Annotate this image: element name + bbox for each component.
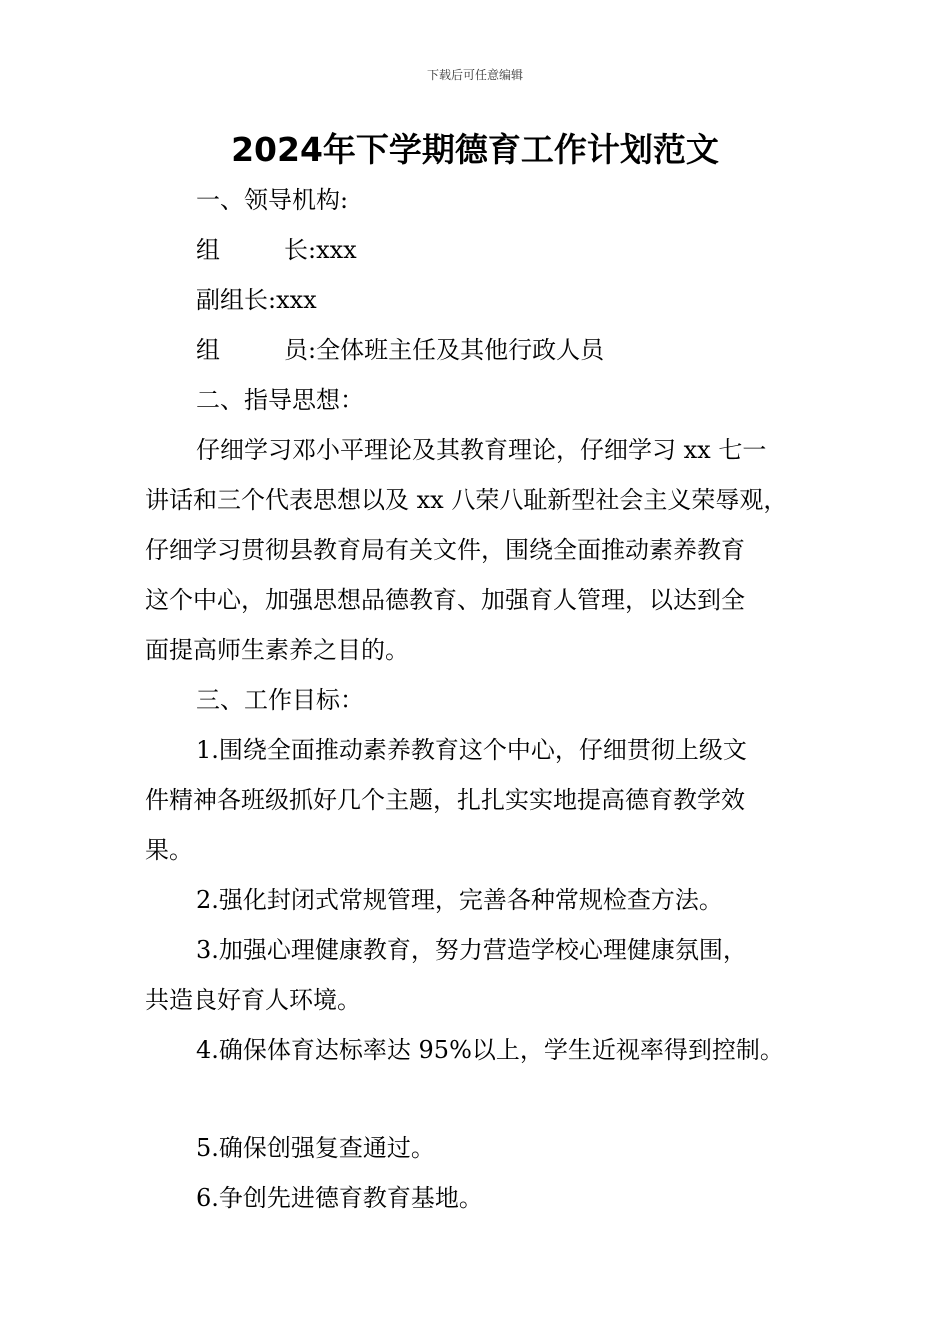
goal-1-line: 果。 — [145, 836, 193, 864]
section-1-heading: 一、领导机构: — [196, 186, 349, 214]
document-title: 2024年下学期德育工作计划范文 — [231, 130, 719, 169]
goal-3-line: 3.加强心理健康教育，努力营造学校心理健康氛围， — [196, 936, 747, 964]
leader-line — [196, 234, 896, 266]
member-label-a: 组 — [196, 336, 220, 364]
goal-6-line: 6.争创先进德育教育基地。 — [196, 1184, 483, 1212]
goal-5-line: 5.确保创强复查通过。 — [196, 1134, 435, 1162]
leader-label-b: 长:xxx — [284, 236, 357, 264]
deputy-line: 副组长:xxx — [196, 286, 317, 314]
goal-3-line: 共造良好育人环境。 — [145, 986, 361, 1014]
paragraph-line: 仔细学习贯彻县教育局有关文件，围绕全面推动素养教育 — [145, 536, 745, 564]
goal-1-line: 件精神各班级抓好几个主题，扎扎实实地提高德育教学效 — [145, 786, 745, 814]
header-note: 下载后可任意编辑 — [426, 68, 523, 82]
member-label-b: 员:全体班主任及其他行政人员 — [284, 336, 605, 364]
member-line — [196, 334, 896, 366]
leader-label-a: 组 — [196, 236, 220, 264]
paragraph-line: 仔细学习邓小平理论及其教育理论，仔细学习 xx 七一 — [196, 436, 767, 464]
paragraph-line: 面提高师生素养之目的。 — [145, 636, 409, 664]
section-2-heading: 二、指导思想： — [196, 386, 364, 414]
paragraph-line: 讲话和三个代表思想以及 xx 八荣八耻新型社会主义荣辱观， — [145, 486, 788, 514]
paragraph-line: 这个中心，加强思想品德教育、加强育人管理，以达到全 — [145, 586, 745, 614]
goal-4-line: 4.确保体育达标率达 95%以上，学生近视率得到控制。 — [196, 1036, 784, 1064]
goal-2-line: 2.强化封闭式常规管理，完善各种常规检查方法。 — [196, 886, 723, 914]
goal-1-line: 1.围绕全面推动素养教育这个中心，仔细贯彻上级文 — [196, 736, 747, 764]
section-3-heading: 三、工作目标： — [196, 686, 364, 714]
